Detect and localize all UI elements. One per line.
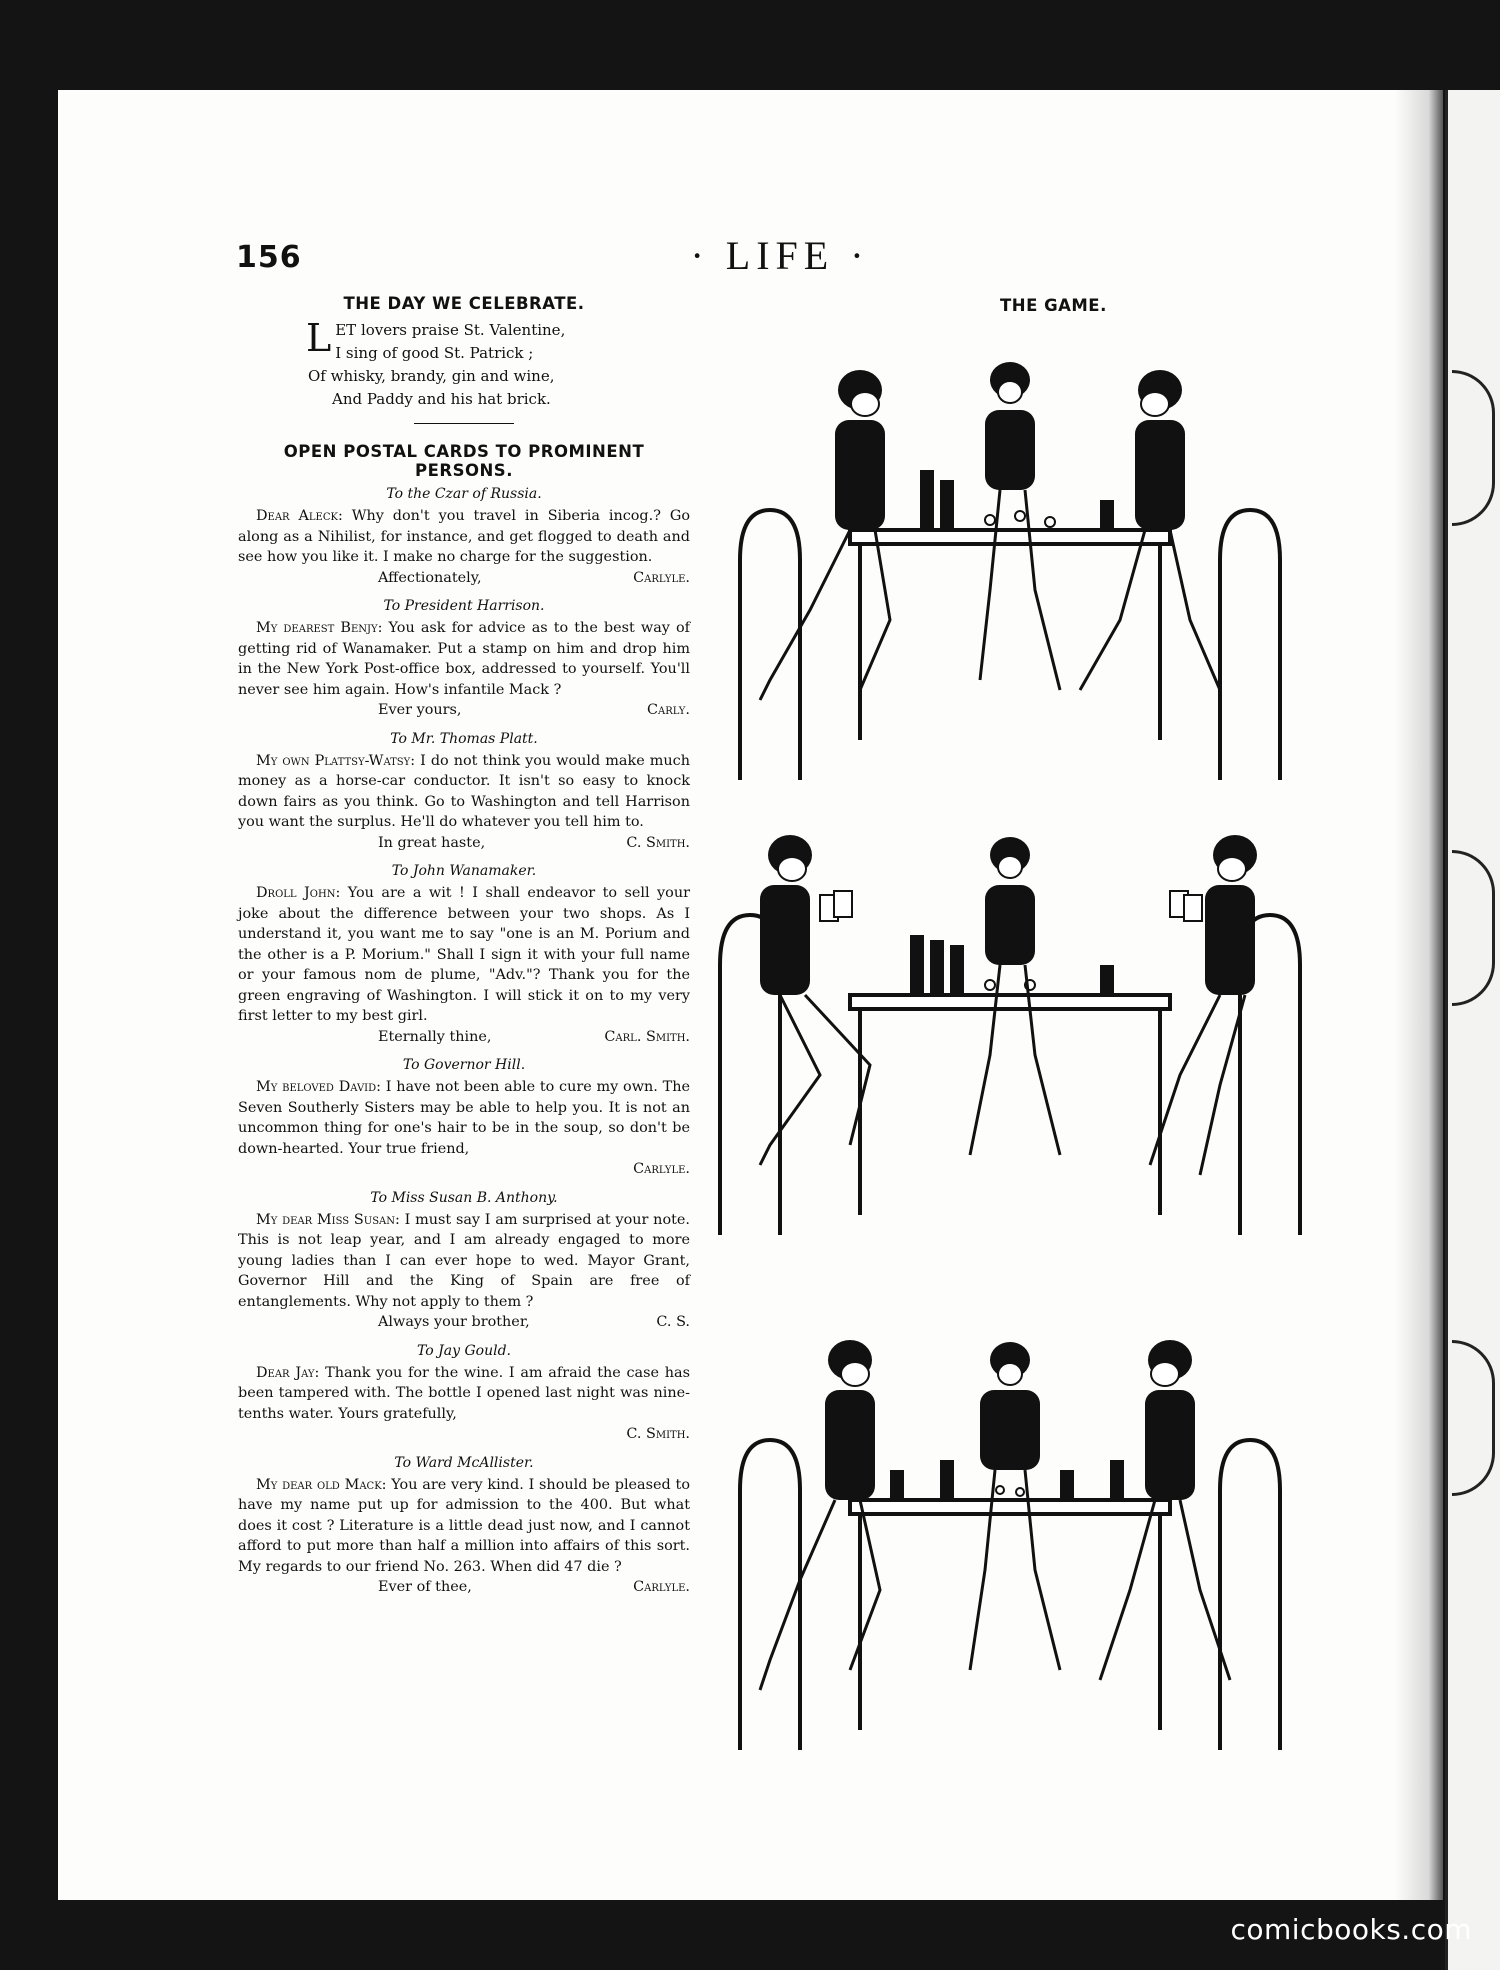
card-text: : You are a wit ! I shall endeavor to sell your joke about the difference between your two shops. As I understand it, you want me to say "one is an M. Porium and the other is a P. Morium." Shall I sign it with your full name or your famous nom de plume, "Adv."? Thank you for the green engraving of Washington. I will stick it on to my very first letter to my best girl. [238, 885, 690, 1024]
poem [306, 316, 690, 411]
card-text: : I must say I am surprised at your note. This is not leap year, and I am already engaged to more young ladies than I can ever hope to wed. Mayor Grant, Governor Hill and the King of Spain are free of entanglements. Why not apply to them ? [238, 1211, 690, 1310]
card-signature [238, 568, 690, 589]
postal-card [238, 1455, 690, 1598]
card-signature [238, 1312, 690, 1333]
poker-scene-illustration [700, 1330, 1320, 1750]
card-signer: C. Smith. [626, 834, 690, 851]
poem-line: Of whisky, brandy, gin and wine, [308, 367, 555, 385]
card-body [238, 506, 690, 568]
cartoon-title: THE GAME. [1000, 296, 1107, 315]
card-signature [238, 1027, 690, 1048]
card-closing: Always your brother, [378, 1314, 530, 1330]
card-signer: Carlyle. [633, 1579, 690, 1595]
card-body [238, 1077, 690, 1159]
drop-cap: L [306, 316, 332, 360]
card-salutation: Dear Aleck [256, 508, 338, 524]
cartoon-panel-2 [700, 815, 1320, 1235]
card-signer: Carlyle. [633, 569, 690, 586]
card-text: : You ask for advice as to the best way of getting rid of Wanamaker. Put a stamp on him and drop him in the New York Post-office box, addressed to yourself. You'll never see him again. How's infantile Mack ? [238, 620, 690, 698]
card-signer: Carly. [647, 702, 690, 718]
card-signer: C. S. [656, 1314, 690, 1330]
left-column [238, 294, 690, 1608]
next-page-fragment [1452, 850, 1495, 1006]
poem-line: I sing of good St. Patrick ; [335, 344, 534, 362]
card-salutation: My dearest Benjy [256, 620, 378, 636]
next-page-fragment [1452, 370, 1495, 526]
card-recipient: To the Czar of Russia. [386, 486, 542, 502]
card-salutation: My own Plattsy-Watsy [256, 752, 411, 769]
poker-scene-illustration [700, 815, 1320, 1235]
cartoon-panel-1 [700, 360, 1320, 780]
postal-card [238, 1190, 690, 1333]
next-page-fragment [1452, 1340, 1495, 1496]
card-text: : Thank you for the wine. I am afraid the case has been tampered with. The bottle I opened last night was nine-tenths water. Yours gratefully, [238, 1364, 690, 1422]
card-recipient: To President Harrison. [383, 598, 545, 614]
card-salutation: Dear Jay [256, 1364, 315, 1381]
card-body [238, 751, 690, 833]
card-closing: Eternally thine, [378, 1028, 492, 1045]
card-closing: Ever of thee, [378, 1579, 472, 1595]
card-salutation: Droll John [256, 885, 336, 901]
cartoon-panel-3 [700, 1330, 1320, 1750]
poem-line: ET lovers praise St. Valentine, [335, 321, 566, 339]
card-text: : Why don't you travel in Siberia incog.? Go along as a Nihilist, for instance, and get flogged to death and see how you like it. I make no charge for the suggestion. [238, 508, 690, 565]
card-recipient: To Governor Hill. [402, 1057, 526, 1073]
card-body [238, 883, 690, 1027]
card-salutation: My beloved David [256, 1079, 377, 1095]
card-closing: Ever yours, [378, 702, 462, 718]
card-text: : I have not been able to cure my own. The Seven Southerly Sisters may be able to help you. It is not an uncommon thing for one's hair to be in the soup, so don't be down-hearted. Your true friend, [238, 1079, 691, 1157]
postal-card [238, 486, 690, 588]
card-signature [238, 700, 690, 721]
card-salutation: My dear old Mack [256, 1476, 382, 1493]
postal-card [238, 598, 690, 721]
card-signature [238, 1159, 690, 1180]
card-signature [238, 833, 690, 854]
card-body [238, 1475, 690, 1578]
poker-scene-illustration [700, 360, 1320, 780]
page-gutter [1395, 90, 1443, 1900]
postal-title: OPEN POSTAL CARDS TO PROMINENT PERSONS. [283, 442, 645, 480]
card-recipient: To Jay Gould. [417, 1342, 511, 1359]
card-signer: Carl. Smith. [604, 1028, 690, 1045]
card-recipient: To Miss Susan B. Anthony. [370, 1189, 558, 1206]
next-page-edge [1445, 90, 1500, 1970]
postal-card [238, 863, 690, 1047]
poem-line: And Paddy and his hat brick. [332, 390, 551, 408]
divider [414, 423, 514, 424]
postal-card [238, 1057, 690, 1180]
card-recipient: To John Wanamaker. [391, 863, 537, 879]
site-watermark: comicbooks.com [1230, 1913, 1472, 1946]
card-body [238, 1210, 690, 1313]
postal-card [238, 731, 690, 854]
card-recipient: To Ward McAllister. [394, 1454, 534, 1471]
card-signer: Carlyle. [633, 1161, 690, 1177]
card-recipient: To Mr. Thomas Platt. [390, 730, 538, 747]
card-text: : You are very kind. I should be pleased to have my name put up for admission to the 400. But what does it cost ? Literature is a little dead just now, and I cannot afford to put more than half a million into affairs of this sort. My regards to our friend No. 263. When did 47 die ? [238, 1476, 690, 1575]
card-closing: In great haste, [378, 834, 486, 851]
card-signer: C. Smith. [626, 1426, 690, 1442]
card-signature [238, 1577, 690, 1598]
card-closing: Affectionately, [378, 569, 482, 586]
postal-card [238, 1343, 690, 1445]
card-text: : I do not think you would make much money as a horse-car conductor. It isn't so easy to knock down fairs as you think. Go to Washington and tell Harrison you want the surplus. He'll do whatever you tell him to. [238, 752, 690, 830]
card-body [238, 1363, 690, 1425]
letters [238, 486, 690, 1598]
card-signature [238, 1424, 690, 1445]
poem-title: THE DAY WE CELEBRATE. [343, 294, 585, 313]
card-body [238, 618, 690, 700]
masthead: · LIFE · [690, 233, 870, 278]
card-salutation: My dear Miss Susan [256, 1211, 396, 1228]
page-number: 156 [236, 240, 302, 275]
